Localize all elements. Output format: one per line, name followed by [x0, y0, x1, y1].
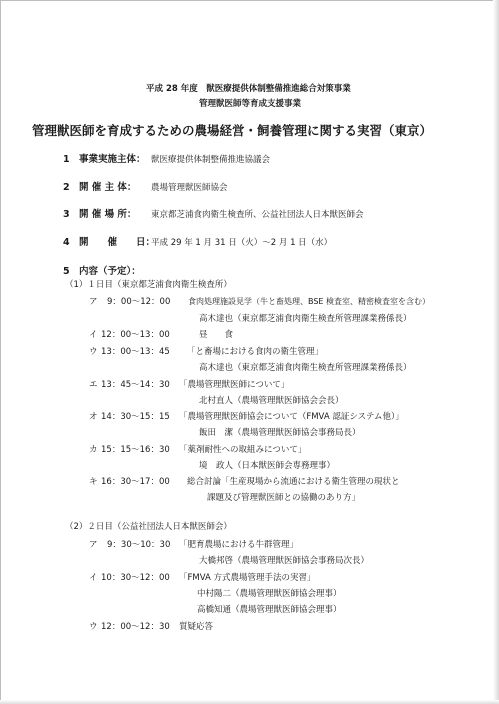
day1-item-o-time: 14：30～15：15: [101, 412, 170, 422]
day2-item-i-mark: イ: [89, 573, 98, 583]
day2-item-a-text: 「肥育農場における牛群管理」: [179, 540, 299, 550]
section-1-label: 事業実施主体：: [79, 154, 146, 165]
day1-item-ka-time: 15：15～16：30: [101, 445, 170, 455]
day1-item-i-mark: イ: [89, 330, 98, 340]
day2-heading: （2）２日目（公益社団法人日本獣医師会）: [65, 522, 232, 532]
section-4-value: 平成 29 年 1 月 31 日（火）～2 月 1 日（水）: [151, 238, 333, 248]
header-line-2: 管理獣医師等育成支援事業: [199, 99, 302, 109]
page-edge-shadow-bottom: [0, 700, 499, 704]
day1-item-ki-time: 16：30～17：00: [101, 477, 170, 487]
day2-item-i-person-2: 高橋知通（農場管理獣医師協会理事）: [197, 605, 342, 615]
day1-heading: （1）１日目（東京都芝浦食肉衛生検査所）: [65, 280, 232, 290]
day1-item-u-text: 「と畜場における食肉の衛生管理」: [187, 347, 324, 357]
day1-item-e-text: 「農場管理獣医師について」: [179, 380, 290, 390]
day2-item-a-person: 大橋邦啓（農場管理獣医師協会事務局次長）: [199, 556, 370, 566]
day1-item-ki-text: 総合討論「生産現場から流通における衛生管理の現状と: [187, 477, 400, 487]
section-3-label: 開 催 場 所：: [79, 209, 137, 220]
section-3-number: 3: [63, 209, 70, 220]
section-5-label: 内容（予定）：: [79, 266, 141, 277]
day2-item-a-time: 9：30～10：30: [107, 540, 171, 550]
section-4-label: 開 催 日：: [79, 237, 156, 248]
day1-item-o-text: 「農場管理獣医師協会について（FMVA 認証システム他）」: [179, 412, 404, 422]
section-1-number: 1: [63, 154, 70, 165]
day1-item-a-time: 9：00～12：00: [107, 297, 171, 307]
day2-item-u-time: 12：00～12：30: [101, 622, 170, 632]
header-line-1: 平成 28 年度 獣医療提供体制整備推進総合対策事業: [146, 84, 351, 94]
day1-item-ki-text-cont: 課題及び管理獣医師との協働のあり方」: [207, 493, 361, 503]
day1-item-u-mark: ウ: [89, 347, 98, 357]
day1-item-ka-text: 「薬剤耐性への取組みについて」: [179, 445, 307, 455]
day1-item-ki-mark: キ: [89, 477, 98, 487]
day2-item-u-mark: ウ: [89, 622, 98, 632]
day1-item-a-text: 食肉処理施設見学（牛と畜処理、BSE 検査室、精密検査室を含む）: [188, 297, 431, 306]
section-2-value: 農場管理獣医師協会: [151, 183, 228, 193]
day2-item-i-text: 「FMVA 方式農場管理手法の実習」: [179, 573, 316, 583]
day1-item-e-mark: エ: [89, 380, 98, 390]
day1-item-a-mark: ア: [89, 297, 98, 307]
day1-item-u-person: 高木達也（東京都芝浦食肉衛生検査所管理課業務係長）: [199, 363, 412, 373]
day2-item-i-person-1: 中村陽二（農場管理獣医師協会理事）: [197, 589, 342, 599]
day1-item-a-person: 高木達也（東京都芝浦食肉衛生検査所管理課業務係長）: [199, 314, 412, 324]
document-title: 管理獣医師を育成するための農場経営・飼養管理に関する実習（東京）: [32, 123, 433, 138]
section-3-value: 東京都芝浦食肉衛生検査所、公益社団法人日本獣医師会: [151, 210, 364, 220]
day1-item-e-time: 13：45～14：30: [101, 380, 170, 390]
day2-item-i-time: 10：30～12：00: [101, 573, 170, 583]
section-2-number: 2: [63, 182, 70, 193]
section-2-label: 開 催 主 体：: [79, 182, 137, 193]
day2-item-u-text: 質疑応答: [179, 622, 214, 632]
day1-item-u-time: 13：00～13：45: [101, 347, 170, 357]
section-1-value: 獣医療提供体制整備推進協議会: [151, 155, 271, 165]
day2-item-a-mark: ア: [89, 540, 98, 550]
day1-item-i-text: 昼 食: [199, 330, 234, 340]
day1-item-e-person: 北村直人（農場管理獣医師協会会長）: [199, 396, 344, 406]
day1-item-ka-mark: カ: [89, 445, 98, 455]
day1-item-i-time: 12：00～13：00: [101, 330, 170, 340]
section-5-number: 5: [63, 266, 70, 277]
section-4-number: 4: [63, 237, 70, 248]
day1-item-o-person: 飯田 潔（農場管理獣医師協会事務局長）: [199, 428, 361, 438]
page-edge-shadow-right: [493, 0, 499, 704]
day1-item-o-mark: オ: [89, 412, 98, 422]
day1-item-ka-person: 境 政人（日本獣医師会専務理事）: [199, 461, 336, 471]
